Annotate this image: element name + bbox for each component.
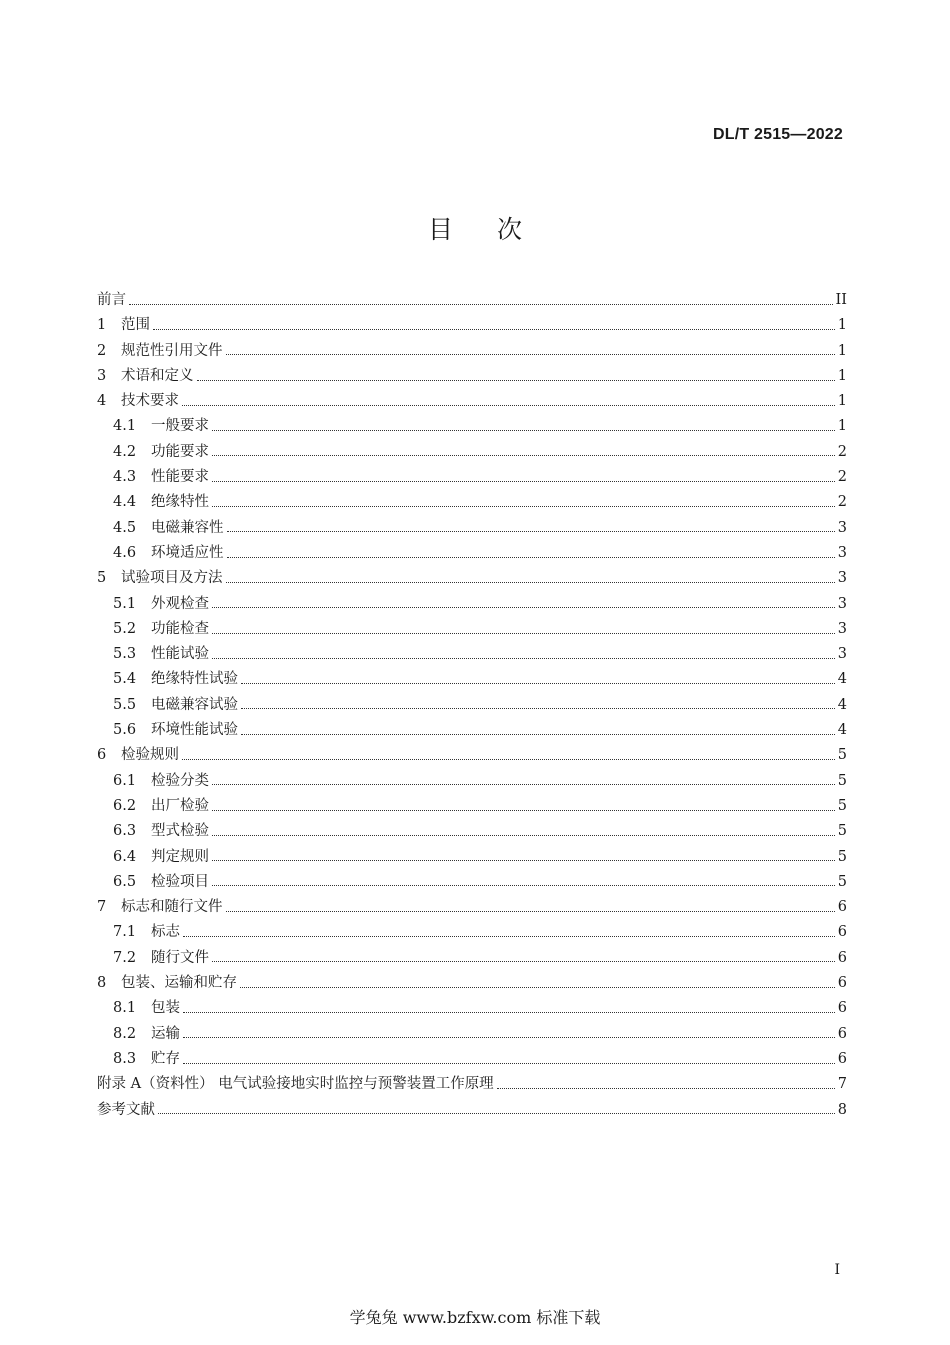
toc-entry-number: 7.2 [113, 949, 137, 966]
toc-leader-dots [212, 480, 835, 482]
toc-entry-page: 3 [837, 620, 847, 637]
toc-entry-number: 5.1 [113, 595, 137, 612]
toc-entry-page: 1 [837, 317, 847, 334]
table-of-contents [97, 288, 847, 1123]
toc-entry[interactable] [97, 541, 847, 566]
toc-entry-number: 4.3 [113, 469, 137, 486]
toc-leader-dots [183, 935, 835, 937]
toc-leader-dots [226, 581, 835, 583]
toc-entry-page: 2 [837, 494, 847, 511]
toc-leader-dots [183, 1011, 835, 1013]
toc-entry-label: 检验分类 [151, 772, 209, 789]
toc-entry-label: 技术要求 [121, 393, 179, 410]
toc-leader-dots [183, 1062, 835, 1064]
toc-entry-number: 2 [97, 342, 107, 359]
toc-entry[interactable] [97, 920, 847, 945]
toc-entry-label: 检验规则 [121, 747, 179, 764]
page-title: 目次 [427, 215, 566, 244]
toc-entry-number: 7 [97, 899, 107, 916]
toc-entry-number: 6.4 [113, 848, 137, 865]
toc-entry-page: 6 [837, 899, 847, 916]
toc-entry-label: 外观检查 [151, 595, 209, 612]
toc-entry-label: 电磁兼容试验 [151, 696, 238, 713]
toc-entry[interactable] [97, 1072, 847, 1097]
toc-entry-page: 6 [837, 924, 847, 941]
toc-entry[interactable] [97, 389, 847, 414]
toc-entry[interactable] [97, 769, 847, 794]
toc-leader-dots [212, 960, 835, 962]
toc-leader-dots [227, 556, 835, 558]
toc-entry-page: 7 [837, 1076, 847, 1093]
toc-entry-label: 附录 A（资料性） 电气试验接地实时监控与预警装置工作原理 [97, 1076, 494, 1093]
toc-entry-number: 1 [97, 317, 107, 334]
toc-entry-label: 环境性能试验 [151, 722, 238, 739]
toc-entry-number: 8.1 [113, 1000, 137, 1017]
toc-entry[interactable] [97, 516, 847, 541]
toc-entry-number: 5.3 [113, 646, 137, 663]
page-number: I [834, 1262, 840, 1278]
toc-entry[interactable] [97, 870, 847, 895]
toc-entry-page: 3 [837, 570, 847, 587]
toc-leader-dots [212, 606, 835, 608]
toc-entry-page: 5 [837, 873, 847, 890]
toc-entry-page: 5 [837, 823, 847, 840]
toc-entry-label: 性能要求 [151, 469, 209, 486]
toc-leader-dots [212, 834, 835, 836]
toc-entry-page: 3 [837, 595, 847, 612]
toc-entry-label: 环境适应性 [151, 544, 224, 561]
toc-entry-number: 6.1 [113, 772, 137, 789]
toc-entry-number: 3 [97, 367, 107, 384]
toc-entry[interactable] [97, 1098, 847, 1123]
watermark: 学兔兔 www.bzfxw.com 标准下载 [349, 1308, 601, 1327]
toc-leader-dots [212, 429, 835, 431]
doc-code: DL/T 2515—2022 [713, 126, 843, 143]
toc-entry[interactable] [97, 1047, 847, 1072]
toc-entry-page: 4 [837, 671, 847, 688]
toc-entry-page: 6 [837, 1050, 847, 1067]
toc-entry-label: 功能要求 [151, 443, 209, 460]
toc-entry-number: 5 [97, 570, 107, 587]
toc-entry-page: 5 [837, 747, 847, 764]
toc-entry-label: 前言 [97, 292, 126, 308]
toc-entry[interactable] [97, 440, 847, 465]
toc-leader-dots [212, 632, 835, 634]
toc-leader-dots [226, 910, 835, 912]
toc-entry[interactable] [97, 794, 847, 819]
toc-entry-page: 2 [837, 443, 847, 460]
toc-entry-number: 5.4 [113, 671, 137, 688]
toc-entry-label: 包装 [151, 1000, 180, 1017]
toc-entry-label: 绝缘特性试验 [151, 671, 238, 688]
toc-leader-dots [158, 1112, 835, 1114]
toc-entry[interactable] [97, 490, 847, 515]
toc-entry-label: 规范性引用文件 [121, 342, 223, 359]
toc-leader-dots [241, 682, 835, 684]
toc-entry[interactable] [97, 996, 847, 1021]
toc-entry-label: 一般要求 [151, 418, 209, 435]
toc-entry-number: 7.1 [113, 924, 137, 941]
toc-entry-page: 1 [837, 418, 847, 435]
toc-entry[interactable] [97, 566, 847, 591]
toc-entry[interactable] [97, 819, 847, 844]
toc-entry-number: 8.2 [113, 1025, 137, 1042]
toc-entry-page: 5 [837, 797, 847, 814]
toc-entry-page: 1 [837, 367, 847, 384]
toc-entry-number: 5.5 [113, 696, 137, 713]
toc-entry-page: 5 [837, 848, 847, 865]
toc-leader-dots [227, 530, 835, 532]
toc-entry[interactable] [97, 693, 847, 718]
toc-leader-dots [212, 454, 835, 456]
toc-entry[interactable] [97, 642, 847, 667]
toc-leader-dots [497, 1087, 835, 1089]
toc-entry-page: 8 [837, 1101, 847, 1118]
toc-leader-dots [153, 328, 835, 330]
toc-leader-dots [212, 657, 835, 659]
toc-leader-dots [240, 986, 835, 988]
toc-entry-number: 6.3 [113, 823, 137, 840]
toc-entry-number: 5.2 [113, 620, 137, 637]
toc-entry-page: 6 [837, 1025, 847, 1042]
toc-entry-page: 2 [837, 469, 847, 486]
toc-entry-number: 5.6 [113, 722, 137, 739]
toc-entry-number: 6 [97, 747, 107, 764]
toc-entry-number: 4 [97, 393, 107, 410]
toc-entry-page: 6 [837, 1000, 847, 1017]
toc-leader-dots [212, 505, 835, 507]
toc-entry[interactable] [97, 364, 847, 389]
toc-entry-number: 6.2 [113, 797, 137, 814]
toc-entry[interactable] [97, 617, 847, 642]
toc-entry-label: 性能试验 [151, 646, 209, 663]
toc-leader-dots [226, 353, 835, 355]
toc-entry-number: 4.1 [113, 418, 137, 435]
toc-entry-label: 电磁兼容性 [151, 519, 224, 536]
toc-entry-label: 型式检验 [151, 823, 209, 840]
toc-leader-dots [197, 379, 835, 381]
toc-entry-label: 标志 [151, 924, 180, 941]
toc-entry-number: 8 [97, 975, 107, 992]
toc-entry[interactable] [97, 1022, 847, 1047]
toc-entry[interactable] [97, 845, 847, 870]
toc-entry-page: 1 [837, 342, 847, 359]
toc-entry-page: 4 [837, 722, 847, 739]
toc-entry[interactable] [97, 971, 847, 996]
toc-entry[interactable] [97, 414, 847, 439]
toc-entry-label: 试验项目及方法 [121, 570, 223, 587]
toc-entry[interactable] [97, 895, 847, 920]
toc-entry-page: 1 [837, 393, 847, 410]
toc-entry[interactable] [97, 288, 847, 313]
toc-entry-number: 4.2 [113, 443, 137, 460]
toc-entry-page: II [835, 292, 847, 308]
toc-entry-label: 包装、运输和贮存 [121, 975, 237, 992]
toc-leader-dots [212, 859, 835, 861]
toc-entry-label: 标志和随行文件 [121, 899, 223, 916]
toc-entry-page: 4 [837, 696, 847, 713]
toc-leader-dots [182, 758, 835, 760]
toc-leader-dots [182, 404, 835, 406]
toc-entry-label: 功能检查 [151, 620, 209, 637]
toc-entry-label: 运输 [151, 1025, 180, 1042]
toc-entry[interactable] [97, 946, 847, 971]
toc-entry[interactable] [97, 718, 847, 743]
toc-entry[interactable] [97, 465, 847, 490]
toc-leader-dots [212, 809, 835, 811]
toc-entry[interactable] [97, 592, 847, 617]
toc-entry-label: 术语和定义 [121, 367, 194, 384]
toc-entry-number: 4.5 [113, 519, 137, 536]
toc-entry-label: 贮存 [151, 1050, 180, 1067]
toc-entry-page: 3 [837, 519, 847, 536]
toc-leader-dots [212, 884, 835, 886]
toc-entry[interactable] [97, 313, 847, 338]
toc-entry-page: 5 [837, 772, 847, 789]
toc-entry[interactable] [97, 743, 847, 768]
toc-entry-page: 6 [837, 975, 847, 992]
toc-entry-label: 随行文件 [151, 949, 209, 966]
toc-entry[interactable] [97, 339, 847, 364]
toc-entry-page: 3 [837, 646, 847, 663]
toc-entry-number: 6.5 [113, 873, 137, 890]
toc-entry-label: 检验项目 [151, 873, 209, 890]
toc-leader-dots [129, 303, 833, 305]
toc-leader-dots [183, 1036, 835, 1038]
toc-entry-label: 绝缘特性 [151, 494, 209, 511]
toc-leader-dots [241, 733, 835, 735]
toc-entry-page: 3 [837, 544, 847, 561]
toc-entry-number: 4.6 [113, 544, 137, 561]
toc-entry-number: 8.3 [113, 1050, 137, 1067]
toc-entry-label: 判定规则 [151, 848, 209, 865]
toc-entry-label: 参考文献 [97, 1101, 155, 1118]
toc-entry-label: 范围 [121, 317, 150, 334]
toc-entry[interactable] [97, 667, 847, 692]
toc-leader-dots [212, 783, 835, 785]
toc-entry-number: 4.4 [113, 494, 137, 511]
toc-entry-label: 出厂检验 [151, 797, 209, 814]
toc-leader-dots [241, 707, 835, 709]
toc-entry-page: 6 [837, 949, 847, 966]
